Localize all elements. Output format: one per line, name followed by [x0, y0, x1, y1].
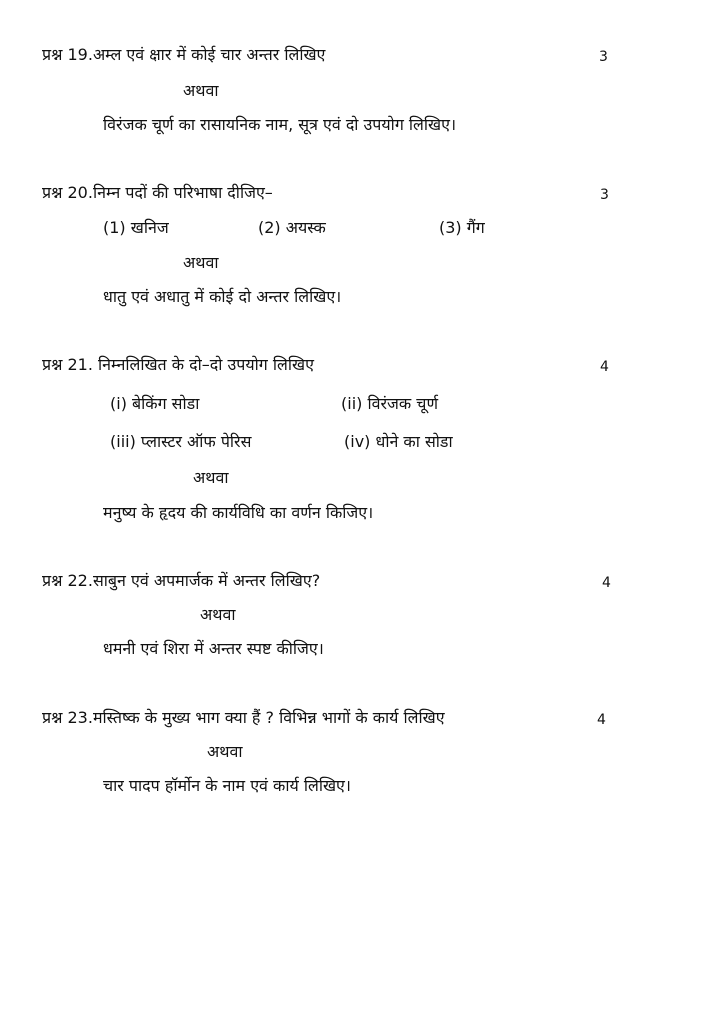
question-20-alternative: धातु एवं अधातु में कोई दो अन्तर लिखिए।: [103, 287, 342, 306]
question-21-option-iii: (iii) प्लास्टर ऑफ पेरिस: [110, 432, 252, 451]
question-20-option-1: (1) खनिज: [103, 218, 169, 237]
question-19-marks: 3: [599, 49, 608, 65]
question-21-or: अथवा: [193, 468, 229, 487]
question-23-text: प्रश्न 23.मस्तिष्क के मुख्य भाग क्या हैं ? विभिन्न भागों के कार्य लिखिए: [42, 708, 445, 727]
question-19-text: प्रश्न 19.अम्ल एवं क्षार में कोई चार अन्तर लिखिए: [42, 45, 326, 64]
question-20-option-3: (3) गैंग: [439, 218, 485, 237]
question-23-or: अथवा: [207, 742, 243, 761]
question-20-text: प्रश्न 20.निम्न पदों की परिभाषा दीजिए–: [42, 183, 273, 202]
question-23-alternative: चार पादप हॉर्मोन के नाम एवं कार्य लिखिए।: [103, 776, 351, 795]
question-20-marks: 3: [600, 187, 609, 203]
question-21-option-ii: (ii) विरंजक चूर्ण: [341, 394, 439, 413]
question-21-alternative: मनुष्य के हृदय की कार्यविधि का वर्णन किजिए।: [103, 503, 374, 522]
question-23-marks: 4: [597, 712, 606, 728]
question-19-alternative: विरंजक चूर्ण का रासायनिक नाम, सूत्र एवं दो उपयोग लिखिए।: [103, 115, 457, 134]
question-21-text: प्रश्न 21. निम्नलिखित के दो–दो उपयोग लिखिए: [42, 355, 314, 374]
question-20-option-2: (2) अयस्क: [258, 218, 326, 237]
question-20-or: अथवा: [183, 253, 219, 272]
question-21-option-i: (i) बेकिंग सोडा: [110, 394, 200, 413]
question-22-text: प्रश्न 22.साबुन एवं अपमार्जक में अन्तर लिखिए?: [42, 571, 321, 590]
question-21-option-iv: (iv) धोने का सोडा: [344, 432, 453, 451]
question-22-marks: 4: [602, 575, 611, 591]
question-22-alternative: धमनी एवं शिरा में अन्तर स्पष्ट कीजिए।: [103, 639, 324, 658]
question-21-marks: 4: [600, 359, 609, 375]
question-19-or: अथवा: [183, 81, 219, 100]
question-22-or: अथवा: [200, 605, 236, 624]
